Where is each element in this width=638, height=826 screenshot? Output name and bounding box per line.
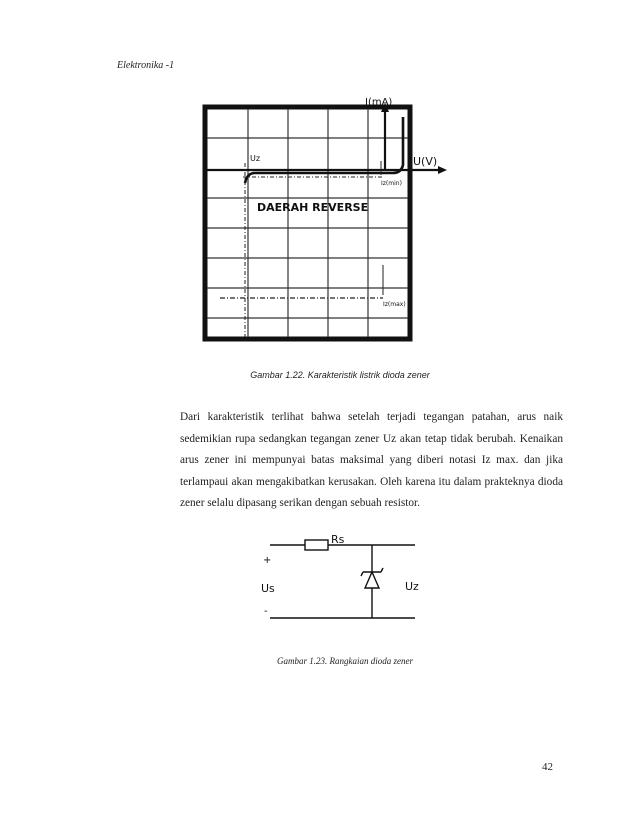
- plus-terminal-label: +: [263, 555, 272, 566]
- zener-circuit-diagram: [255, 530, 435, 630]
- zener-diode: [365, 572, 379, 588]
- minus-terminal-label: -: [264, 606, 268, 617]
- uz-circuit-label: Uz: [405, 580, 419, 593]
- zener-characteristic-graph: [195, 95, 455, 350]
- running-header: Elektronika -1: [117, 60, 175, 71]
- figure2-caption: Gambar 1.23. Rangkaian dioda zener: [277, 656, 413, 666]
- body-paragraph: Dari karakteristik terlihat bahwa setelah terjadi tegangan patahan, arus naik sedemikian rupa sedangkan tegangan zener Uz akan tetap tidak berubah. Kenaikan arus zener ini mempunyai batas maksimal yang diberi notasi Iz max. dan jika terlampaui akan mengakibatkan kerusakan. Oleh karena itu dalam prakteknya dioda zener selalu dipasang serikan dengan sebuah resistor.: [180, 411, 563, 509]
- resistor-rs: [305, 540, 328, 550]
- axis-current-label: I(mA): [365, 97, 393, 108]
- region-label: DAERAH REVERSE: [257, 201, 369, 214]
- us-label: Us: [261, 582, 275, 595]
- izmin-label: Iz(min): [381, 180, 402, 187]
- voltage-axis-arrow: [438, 166, 447, 174]
- axis-voltage-label: U(V): [413, 155, 438, 168]
- uz-label: Uz: [250, 154, 261, 163]
- graph-border: [205, 107, 410, 339]
- rs-label: Rs: [331, 533, 345, 546]
- figure1-caption: Gambar 1.22. Karakteristik listrik dioda zener: [250, 370, 430, 380]
- circuit-wires: [270, 545, 415, 618]
- page-number: 42: [542, 761, 553, 773]
- izmax-label: Iz(max): [383, 301, 406, 308]
